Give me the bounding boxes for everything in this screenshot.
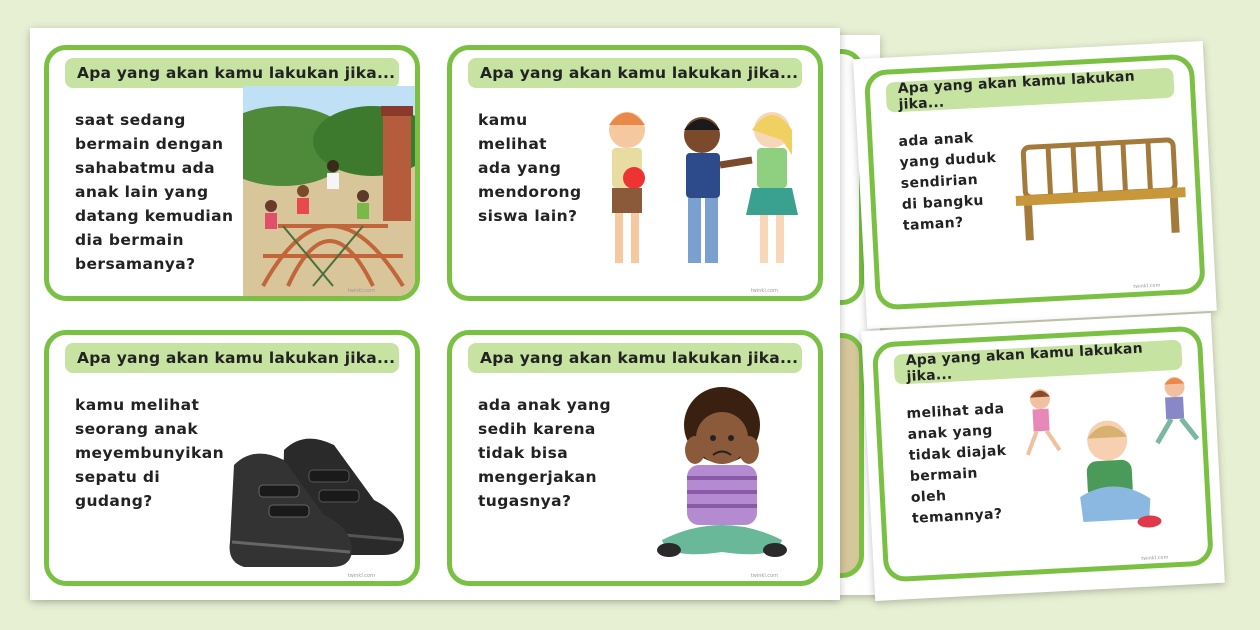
scenario-card-1 xyxy=(44,45,420,301)
playground-children-icon xyxy=(243,86,415,298)
card-footer: twinkl.com xyxy=(1133,282,1161,290)
excluded-child-icon xyxy=(1014,370,1212,540)
card-header: Apa yang akan kamu lakukan jika... xyxy=(893,340,1182,385)
card-header: Apa yang akan kamu lakukan jika... xyxy=(65,58,399,88)
card-header: Apa yang akan kamu lakukan jika... xyxy=(468,58,802,88)
sad-child-icon xyxy=(657,380,787,575)
card-question: kamu melihat ada yang mendorong siswa lain? xyxy=(478,111,582,225)
scenario-card-2 xyxy=(447,45,823,301)
card-header: Apa yang akan kamu lakukan jika... xyxy=(468,343,802,373)
card-header: Apa yang akan kamu lakukan jika... xyxy=(65,343,399,373)
card-footer: twinkl.com xyxy=(750,288,778,294)
scenario-card-4 xyxy=(447,330,823,586)
card-question: melihat ada anak yang tidak diajak bermain oleh temannya? xyxy=(906,400,1007,527)
scenario-card-5 xyxy=(864,54,1206,311)
children-pushing-icon xyxy=(592,100,822,290)
card-footer: twinkl.com xyxy=(347,288,375,294)
scenario-card-3 xyxy=(44,330,420,586)
card-header: Apa yang akan kamu lakukan jika... xyxy=(885,68,1174,113)
black-shoes-icon xyxy=(224,430,409,570)
card-footer: twinkl.com xyxy=(750,573,778,579)
card-question: saat sedang bermain dengan sahabatmu ada anak lain yang datang kemudian dia bermain bersamanya? xyxy=(75,111,234,273)
card-question: kamu melihat seorang anak meyembunyikan sepatu di gudang? xyxy=(75,396,225,510)
side-card-1 xyxy=(853,41,1217,329)
scenario-card-6 xyxy=(872,326,1214,583)
card-question: ada anak yang duduk sendirian di bangku taman? xyxy=(898,130,997,234)
card-question: ada anak yang sedih karena tidak bisa mengerjakan tugasnya? xyxy=(478,396,611,510)
card-footer: twinkl.com xyxy=(347,573,375,579)
side-card-2 xyxy=(861,313,1225,601)
park-bench-icon xyxy=(1013,129,1188,243)
card-footer: twinkl.com xyxy=(1141,554,1169,562)
